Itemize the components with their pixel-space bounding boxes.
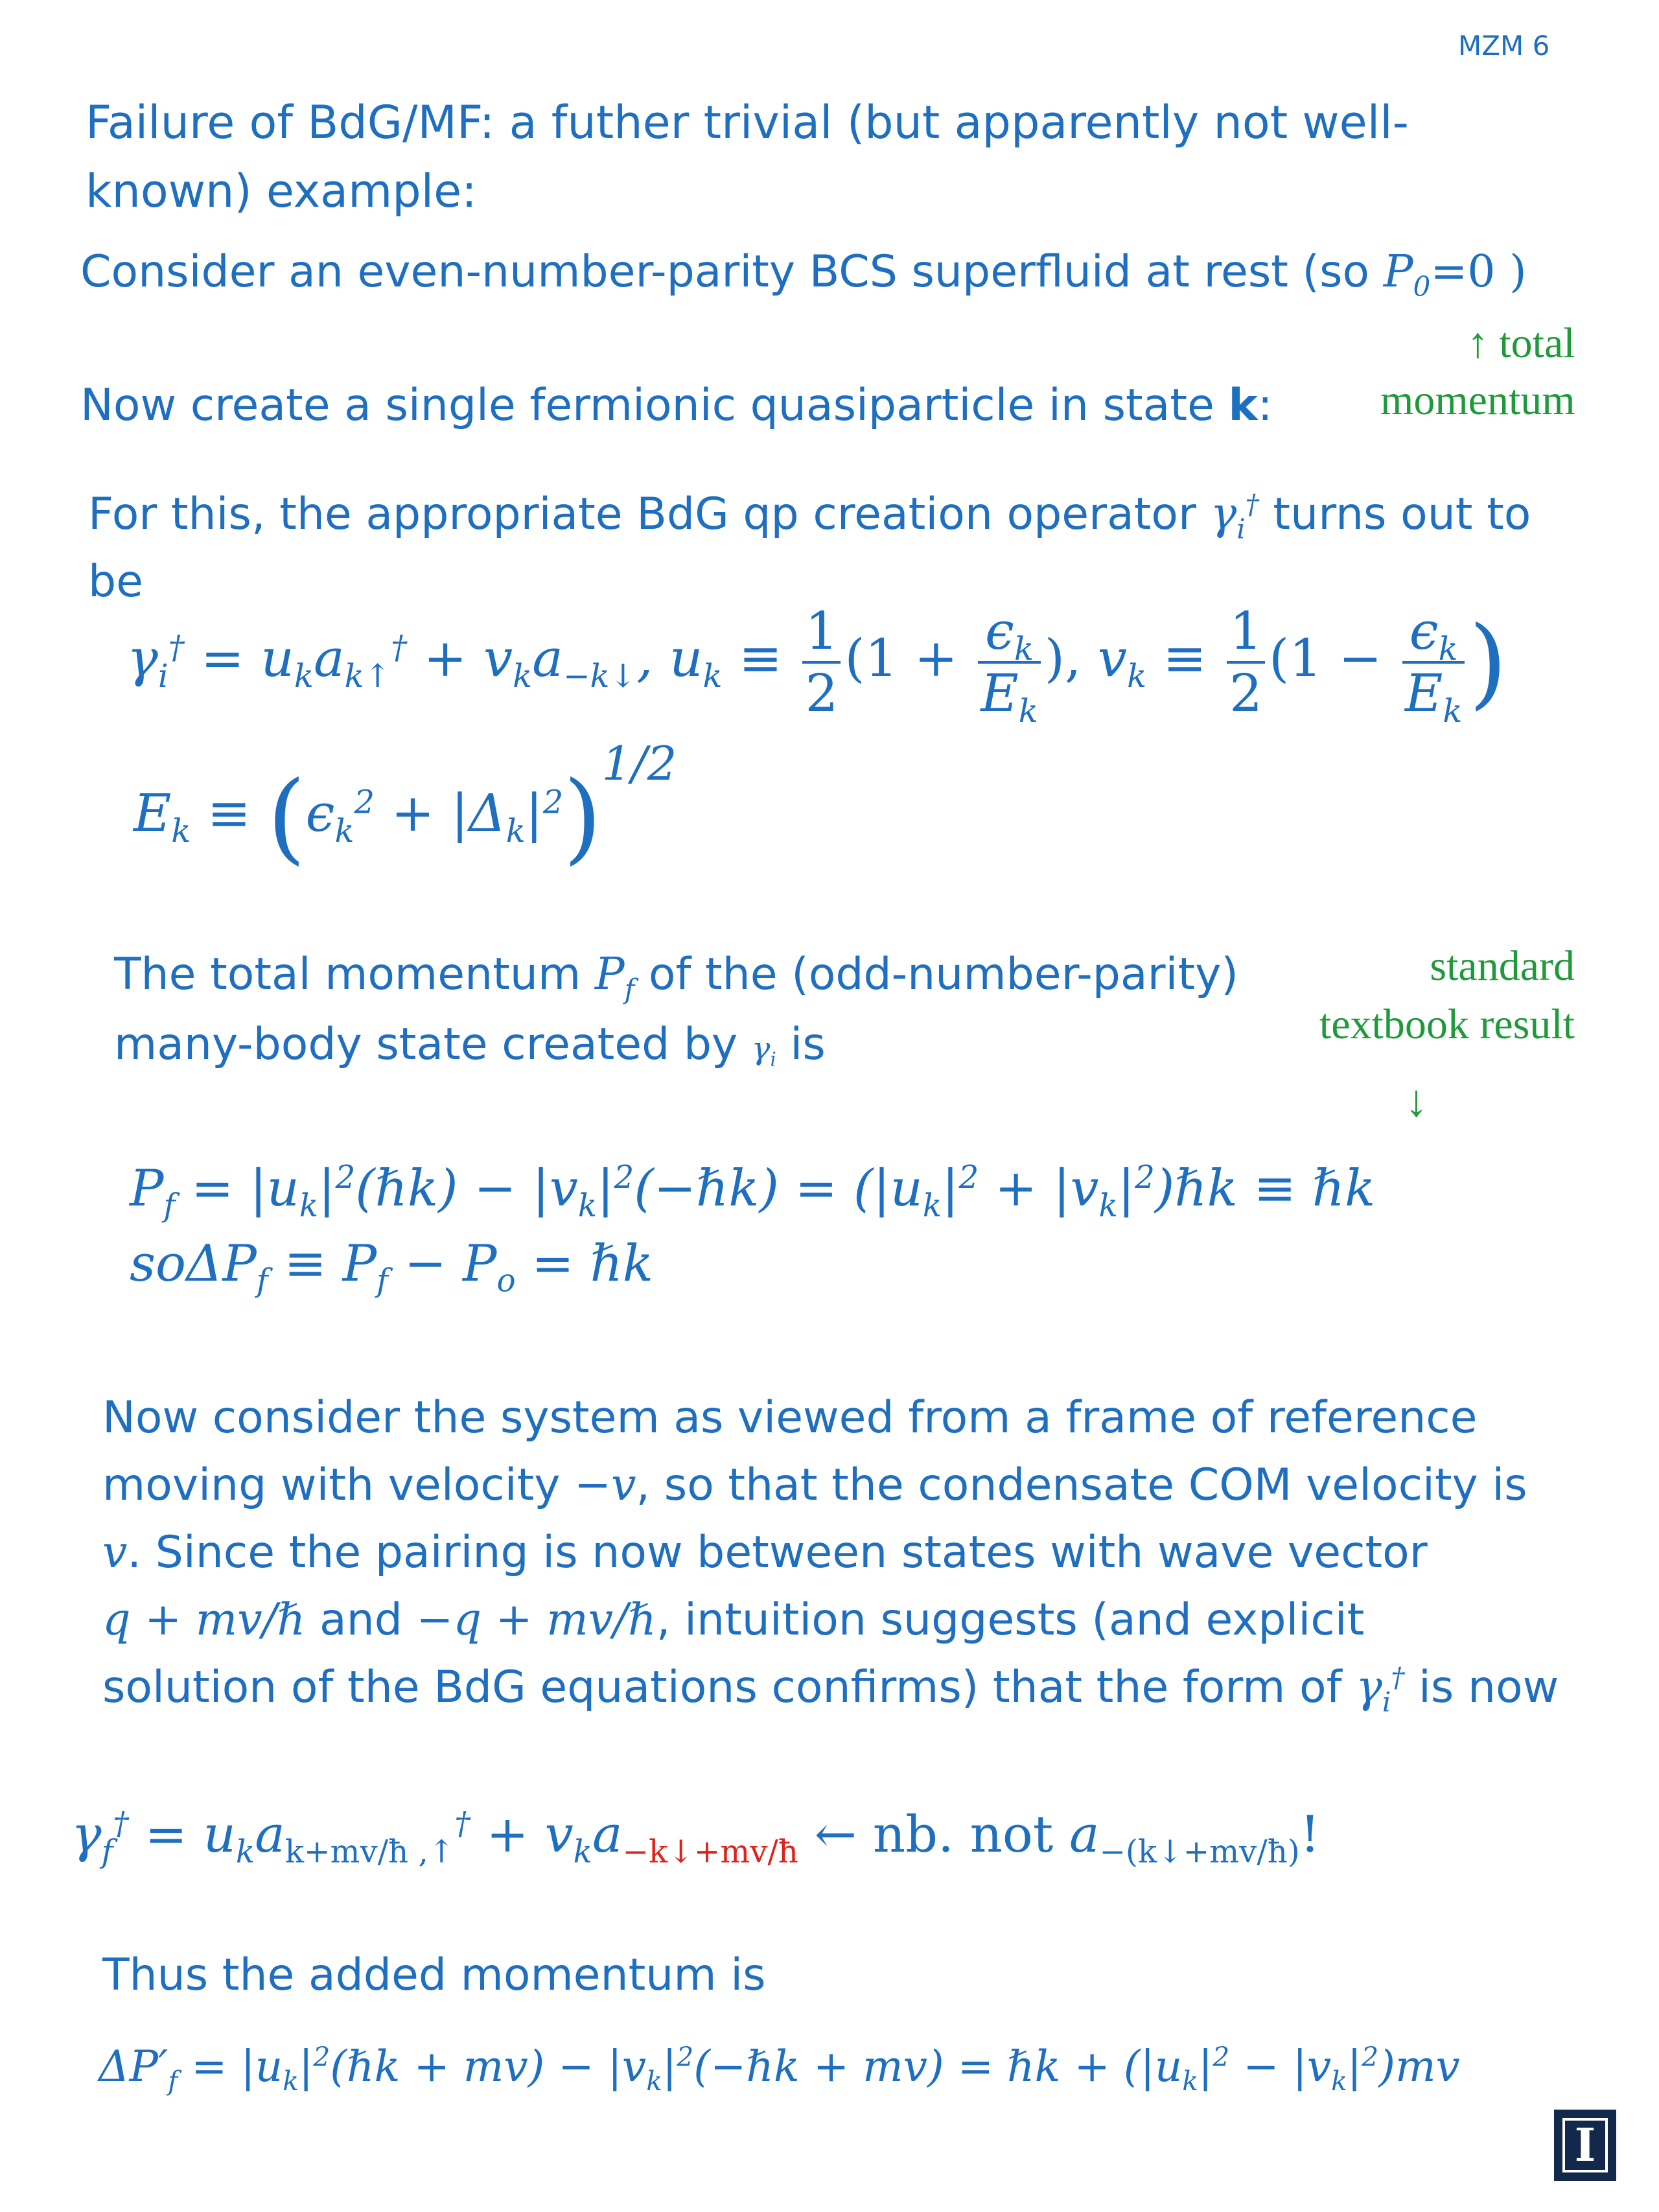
annotation-standard-result: standard textbook result [1319,942,1575,1048]
arrow-up-icon: ↑ [1467,320,1489,367]
title-line-1: Failure of BdG/MF: a futher trivial (but apparently not well- [86,96,1409,149]
gamma-definition-equation: $\gamma_i^\dagger = u_ka_{k↑}^\dagger + v_ka_{-k↓}$, $u_k$ ≡ $\frac{1}{2}$ (1 + $\frac{\epsilon_k}{E_k}$ ), $v_k$ ≡ $\frac{1}{2}$ (1 − $\frac{\epsilon_k}{E_k}$ ) [127,601,1507,730]
total-momentum-text: The total momentum $P_f$ of the (odd-number-parity) many-body state created by $\gamma_i$ is [114,949,1238,1071]
thus-line: Thus the added momentum is [102,1950,766,2001]
energy-equation: $E_k \equiv (\epsilon_k^2 + |\Delta_k|^2)^{1/2}$ [133,736,677,875]
appropriate-text: For this, the appropriate BdG qp creation operator $\gamma_i^\dagger$ turns out to be [88,488,1531,607]
now-create-line: Now create a single fermionic quasiparticle in state k: [80,380,1273,431]
arrow-down-icon: ↓ [1405,1077,1428,1126]
frame-paragraph: Now consider the system as viewed from a frame of reference moving with velocity −v, so that the condensate COM velocity is v. Since the pairing is now between states with wave vector q + mv/ℏ and −q + mv/ℏ, intuition suggests (and explicit solution of the BdG equations confirms) that the form of $\gamma_i^\dagger$ is now [102,1392,1559,1718]
delta-pf-prime-equation: $\Delta P'_f$ = $|u_k|^2(\hbar k + mv)$ − $|v_k|^2(-\hbar k + mv)$ = ℏk + $(|u_k|^2 - |v_k|^2)mv$ [99,2042,1460,2097]
gamma-f-equation: $\gamma_f^\dagger = u_ka_{k+mv/ħ ,↑}^\dagger + v_ka_{-k↓+mv/ħ}$ ← nb. not $a_{-(k↓+mv/ħ)}$! [71,1806,1321,1870]
university-logo-icon: I [1554,2110,1616,2181]
slide-tag: MZM 6 [1458,30,1550,62]
slide-title [86,88,1409,226]
pf-equation: $P_f$ = $|u_k|^2(\hbar k)$ − $|v_k|^2(-\hbar k) = (|u_k|^2$ + $|v_k|^2)\hbar k$ ≡ ℏk $so\Delta P_f \equiv P_f - P_o$ = ℏk [130,1159,1376,1299]
title-line-2: known) example: [86,165,477,218]
annotation-total-momentum: ↑ total momentum [1380,320,1575,424]
consider-line: Consider an even-number-parity BCS superfluid at rest (so $P_0=0$ ) [80,246,1527,303]
